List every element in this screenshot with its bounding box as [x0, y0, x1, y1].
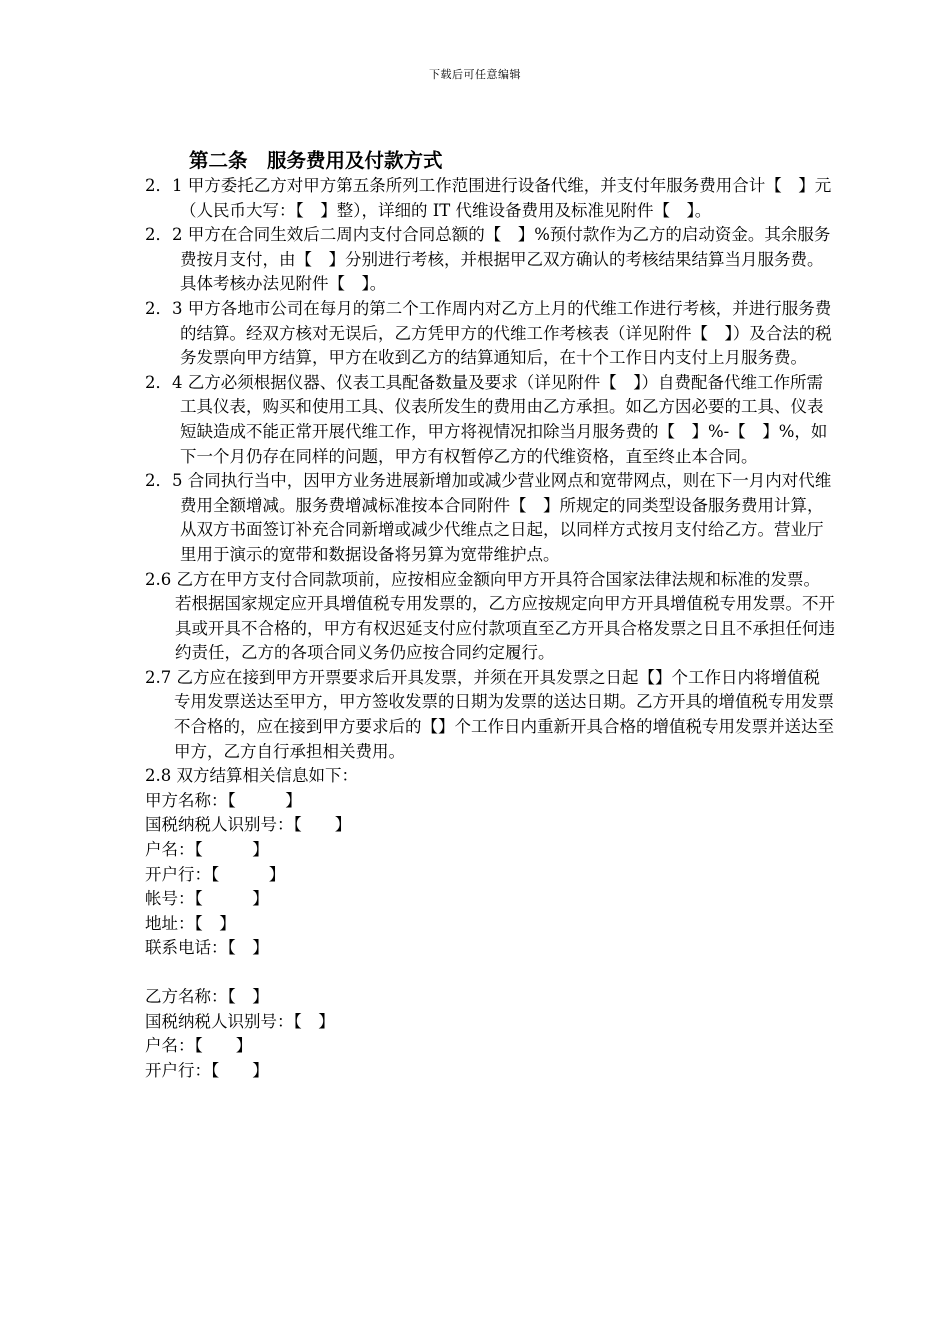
clause-2-5: 2．5 合同执行当中，因甲方业务进展新增加或减少营业网点和宽带网点，则在下一月内对代维费用全额增减。服务费增减标准按本合同附件【 】所规定的同类型设备服务费用计算，从双方书面签订补充合同新增或减少代维点之日起，以同样方式按月支付给乙方。营业厅里用于演示的宽带和数据设备将另算为宽带维护点。 [145, 471, 832, 564]
clause-2-7: 2.7 乙方应在接到甲方开票要求后开具发票，并须在开具发票之日起【】个工作日内将增值税专用发票送达至甲方，甲方签收发票的日期为发票的送达日期。乙方开具的增值税专用发票不合格的，应在接到甲方要求后的【】个工作日内重新开具合格的增值税专用发票并送达至甲方，乙方自行承担相关费用。 [145, 667, 834, 761]
party-b-name: 乙方名称：【 】 [145, 987, 269, 1006]
clause-2-3: 2．3 甲方各地市公司在每月的第二个工作周内对乙方上月的代维工作进行考核，并进行服务费的结算。经双方核对无误后，乙方凭甲方的代维工作考核表（详见附件【 】）及合法的税务发票向甲方结算，甲方在收到乙方的结算通知后，在十个工作日内支付上月服务费。 [145, 298, 832, 368]
party-b-account-name: 户名：【 】 [145, 1036, 253, 1056]
party-a-account-name: 户名：【 】 [145, 840, 269, 860]
page-header: 下载后可任意编辑 [429, 68, 521, 81]
party-a-account-no: 帐号：【 】 [145, 889, 269, 909]
party-a-phone: 联系电话：【 】 [145, 938, 269, 958]
clause-2-8: 2.8 双方结算相关信息如下： [145, 766, 358, 786]
party-a-name: 甲方名称：【 】 [145, 790, 302, 810]
party-a-bank: 开户行：【 】 [145, 864, 286, 884]
clause-2-4: 2．4 乙方必须根据仪器、仪表工具配备数量及要求（详见附件【 】）自费配备代维工作所需工具仪表，购买和使用工具、仪表所发生的费用由乙方承担。如乙方因必要的工具、仪表短缺造成不能正常开展代维工作，甲方将视情况扣除当月服务费的【 】%-【 】%，如下一个月仍存在同样的问题，甲方有权暂停乙方的代维资格，直至终止本合同。 [145, 372, 828, 466]
party-b-tax-id: 国税纳税人识别号：【 】 [145, 1011, 335, 1031]
party-a-tax-id: 国税纳税人识别号：【 】 [145, 815, 352, 835]
section-title: 第二条 服务费用及付款方式 [189, 149, 443, 172]
party-a-address: 地址：【 】 [145, 913, 236, 933]
document-body [145, 148, 835, 1083]
clause-2-2: 2．2 甲方在合同生效后二周内支付合同总额的【 】%预付款作为乙方的启动资金。其余服务费按月支付，由【 】分别进行考核，并根据甲乙双方确认的考核结果结算当月服务费。具体考核办法见附件【 】。 [145, 225, 831, 294]
spacer [145, 961, 835, 985]
clause-2-6: 2.6 乙方在甲方支付合同款项前，应按相应金额向甲方开具符合国家法律法规和标准的发票。若根据国家规定应开具增值税专用发票的，乙方应按规定向甲方开具增值税专用发票。不开具或开具不合格的，甲方有权迟延支付应付款项直至乙方开具合格发票之日且不承担任何违约责任，乙方的各项合同义务仍应按合同约定履行。 [145, 569, 835, 663]
clause-2-1: 2．1 甲方委托乙方对甲方第五条所列工作范围进行设备代维，并支付年服务费用合计【 】元（人民币大写：【 】整），详细的 IT 代维设备费用及标准见附件【 】。 [145, 176, 832, 220]
party-b-bank: 开户行：【 】 [145, 1060, 269, 1080]
